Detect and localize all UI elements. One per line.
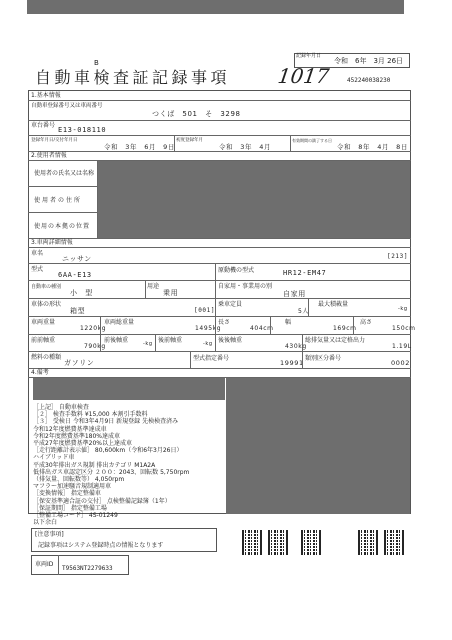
gross-value: 1495kg (195, 325, 222, 332)
width-label: 幅 (285, 319, 292, 326)
record-date: 令和 6年 3月 26日 (334, 57, 404, 65)
note-line: 平成27年度燃費基準20%以上達成車 (33, 440, 132, 448)
user-addr-label: 使用者の住所 (34, 197, 83, 204)
capacity-value: 5人 (298, 308, 310, 315)
kind-label: 自動車の種別 (31, 284, 62, 290)
qr-code-icon (268, 530, 288, 555)
top-letter: B (94, 59, 99, 67)
front2-value: -kg (143, 341, 153, 347)
private-label: 自家用・事業用の別 (218, 283, 273, 290)
front2-label: 前後軸重 (104, 337, 129, 344)
qr-code-icon (301, 530, 321, 555)
chassis-label: 車台番号 (31, 122, 56, 129)
sec3-heading: 3.車両詳細情報 (31, 239, 73, 246)
notes-list (33, 404, 223, 526)
displacement-value: 1.19L (392, 343, 412, 350)
expiry-value: 令和 8年 4月 8日 (337, 143, 409, 151)
rear-axle-label: 後後軸重 (218, 337, 243, 344)
first-reg-value: 令和 3年 6月 9日 (104, 143, 176, 151)
plate-label: 自動車登録番号又は車両番号 (31, 103, 103, 109)
type-no-label: 型式指定番号 (193, 355, 230, 362)
handwritten-number: 1017 (276, 64, 331, 88)
note-line: ［整備工場コード］ 4S-01249 (33, 512, 118, 520)
car-id-label: 車両ID (35, 561, 54, 568)
note-line: 低排出ガス車認定区分 ２００：2043、回転数 5,750rpm (33, 468, 190, 476)
note-line: ［２］ 検査手数料 ¥15,000 本割引手数料 (33, 411, 148, 419)
maker-label: 車名 (31, 250, 44, 257)
displacement-label: 総排気量又は定格出力 (305, 337, 366, 344)
note-line: ［上記］ 自動車検査 (33, 404, 89, 411)
maker-value: ニッサン (62, 255, 92, 263)
weight-label: 車両重量 (31, 319, 56, 326)
user-name-label: 使用者の氏名又は名称 (34, 170, 95, 177)
class-no-label: 類別区分番号 (305, 355, 342, 362)
sec4-heading: 4.備考 (31, 369, 49, 376)
rear-front-label: 後前軸重 (158, 337, 183, 344)
length-value: 404cm (250, 325, 274, 332)
gross-label: 車両総重量 (104, 319, 135, 326)
note-line: ［３］ 受検日 令和3年4月9日 新規登録 先検検査済み (33, 418, 179, 426)
qr-code-icon (242, 530, 262, 555)
maker-code: [213] (387, 253, 409, 260)
notes-redaction-right (226, 378, 410, 514)
use-label: 用途 (147, 283, 160, 290)
shape-value: 箱型 (70, 307, 86, 315)
car-id-value: T9563NT2279633 (62, 565, 113, 572)
class-no-value: 0002 (391, 359, 410, 367)
width-value: 169cm (333, 325, 357, 332)
shape-code: [001] (194, 307, 216, 314)
first-reg-label: 登録年月日/交付年月日 (31, 138, 78, 143)
notice-text: 記録事項はシステム登録時点の情報となります (38, 542, 164, 549)
note-line: マフラー加速騒音規制適用車 (33, 483, 112, 491)
capacity-label: 乗車定員 (218, 301, 243, 308)
height-value: 150cm (392, 325, 416, 332)
note-line: ［保証期間］ 指定整備工場 (33, 504, 107, 512)
sec2-heading: 2.使用者情報 (31, 152, 67, 159)
first-year-value: 令和 3年 4月 (219, 143, 272, 151)
front-axle-value: 790kg (84, 343, 106, 350)
model-value: 6AA-E13 (58, 271, 92, 279)
note-line: （排気量、回転数等） 4,050rpm (33, 476, 125, 484)
qr-code-icon (358, 530, 378, 555)
front-axle-label: 前前軸重 (31, 337, 56, 344)
note-line: ［保安基準適合証の交付］ 点検整備記録簿（1年） (33, 497, 171, 505)
notice-title: [注意事項] (35, 531, 64, 538)
record-date-label: 記録年月日 (296, 53, 322, 59)
note-line: 令和2年度燃費基準180%達成車 (33, 432, 120, 440)
user-redaction (98, 161, 410, 238)
sec1-heading: 1.基本情報 (31, 92, 61, 99)
note-line: ［変換情報］ 指定整備車 (33, 490, 101, 498)
notes-redaction (33, 378, 225, 400)
chassis-value: E13-018110 (58, 126, 107, 134)
top-redaction (27, 0, 404, 14)
maxload-value: -kg (398, 306, 408, 312)
qr-code-icon (384, 530, 404, 555)
maxload-label: 最大積載量 (318, 301, 349, 308)
kind-value: 小 型 (70, 289, 93, 297)
expiry-label: 有効期間の満了する日 (292, 138, 332, 143)
note-line: 以下余白 (33, 519, 58, 527)
base-label: 使用の本拠の位置 (34, 223, 91, 230)
use-value: 乗用 (163, 289, 179, 297)
rear-axle-value: 430kg (285, 343, 307, 350)
height-label: 高さ (360, 319, 373, 326)
doc-number: 452240038230 (347, 77, 391, 84)
private-value: 自家用 (283, 290, 306, 298)
plate-value: つくば 501 そ 3298 (152, 110, 241, 118)
note-line: ［走行距離計表示値］ 80,600km（令和6年3月26日） (33, 447, 183, 455)
note-line: 平成30年排出ガス規制 排出カテゴリ M1A2A (33, 461, 156, 469)
fuel-label: 燃料の種類 (31, 354, 62, 361)
engine-value: HR12-EM47 (283, 269, 327, 277)
length-label: 長さ (218, 319, 231, 326)
model-label: 型式 (31, 266, 44, 273)
type-no-value: 19991 (280, 359, 304, 367)
rear-front-value: -kg (203, 341, 213, 347)
engine-label: 原動機の型式 (218, 267, 255, 274)
weight-value: 1220kg (80, 325, 107, 332)
fuel-value: ガソリン (64, 359, 95, 367)
note-line: ハイブリッド車 (33, 454, 75, 462)
first-year-label: 初度登録年月 (176, 138, 203, 143)
document-title: 自動車検査証記録事項 (35, 68, 231, 87)
shape-label: 車体の形状 (31, 301, 62, 308)
note-line: 令和12年度燃費基準達成車 (33, 425, 107, 433)
